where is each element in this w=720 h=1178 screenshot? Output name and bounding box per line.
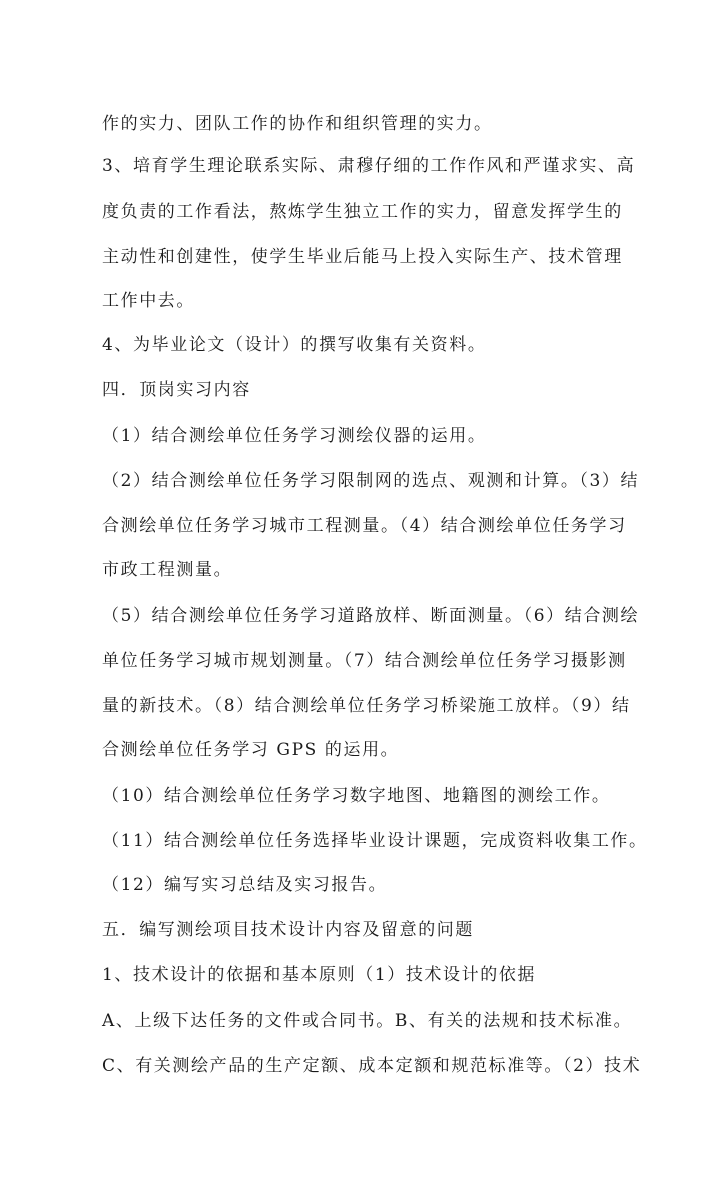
text-line-9: （2）结合测绘单位任务学习限制网的选点、观测和计算。（3）结 (102, 471, 640, 491)
text-line-1: 作的实力、团队工作的协作和组织管理的实力。 (102, 114, 493, 134)
text-line-15: 合测绘单位任务学习 GPS 的运用。 (102, 740, 400, 760)
text-line-10: 合测绘单位任务学习城市工程测量。（4）结合测绘单位任务学习 (102, 516, 627, 536)
text-line-6: 4、为毕业论文（设计）的撰写收集有关资料。 (102, 335, 487, 355)
text-line-20: 1、技术设计的依据和基本原则（1）技术设计的依据 (102, 965, 537, 985)
section-heading-4: 四．顶岗实习内容 (102, 380, 251, 400)
text-line-22: C、有关测绘产品的生产定额、成本定额和规范标准等。（2）技术 (102, 1056, 642, 1076)
text-line-3: 度负责的工作看法，熬炼学生独立工作的实力，留意发挥学生的 (102, 202, 623, 222)
section-heading-5: 五．编写测绘项目技术设计内容及留意的问题 (102, 920, 474, 940)
text-line-2: 3、培育学生理论联系实际、肃穆仔细的工作作风和严谨求实、高 (102, 156, 636, 176)
text-line-21: A、上级下达任务的文件或合同书。B、有关的法规和技术标准。 (102, 1011, 633, 1031)
text-line-8: （1）结合测绘单位任务学习测绘仪器的运用。 (102, 426, 487, 446)
text-line-13: 单位任务学习城市规划测量。（7）结合测绘单位任务学习摄影测 (102, 651, 627, 671)
text-line-18: （12）编写实习总结及实习报告。 (102, 875, 388, 895)
text-line-5: 工作中去。 (102, 291, 195, 311)
text-line-11: 市政工程测量。 (102, 560, 233, 580)
text-line-12: （5）结合测绘单位任务学习道路放样、断面测量。（6）结合测绘 (102, 606, 640, 626)
text-line-16: （10）结合测绘单位任务学习数字地图、地籍图的测绘工作。 (102, 786, 611, 806)
text-line-17: （11）结合测绘单位任务选择毕业设计课题，完成资料收集工作。 (102, 831, 648, 851)
text-line-4: 主动性和创建性，使学生毕业后能马上投入实际生产、技术管理 (102, 247, 623, 267)
text-line-14: 量的新技术。（8）结合测绘单位任务学习桥梁施工放样。（9）结 (102, 696, 631, 716)
